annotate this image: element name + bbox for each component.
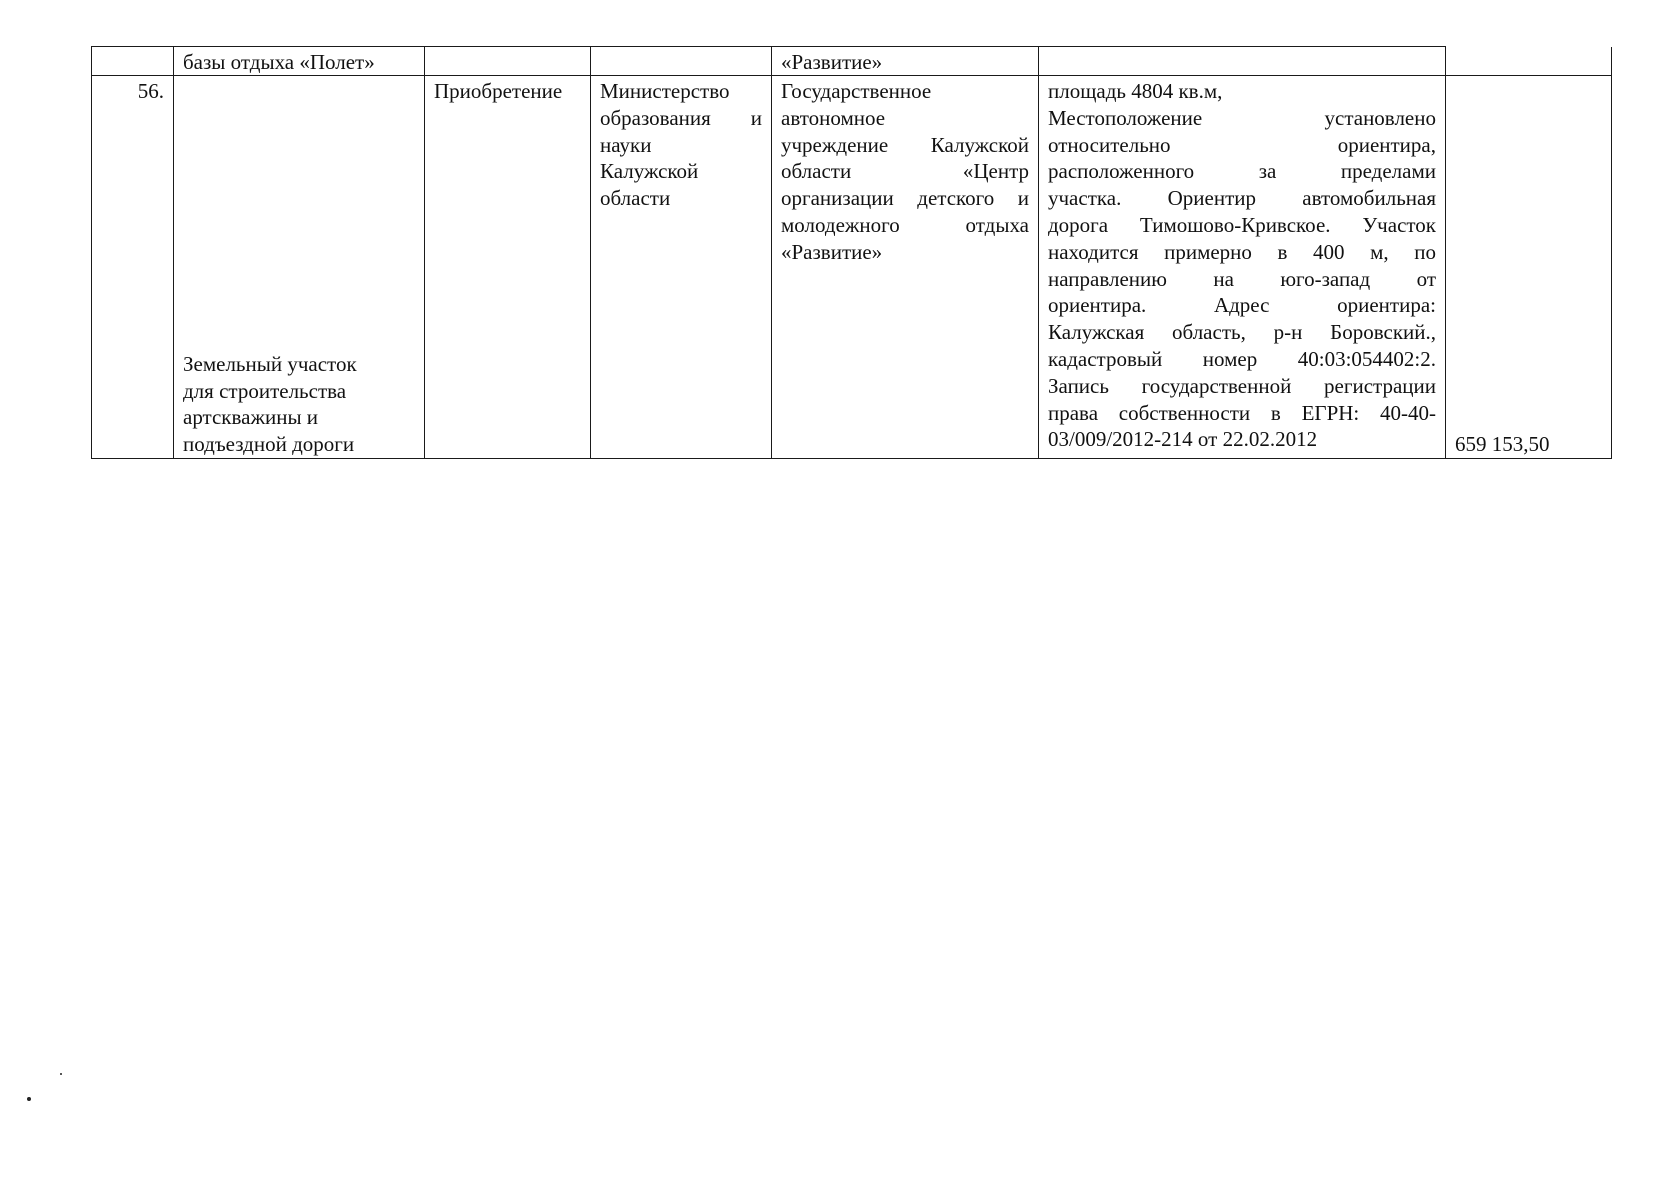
description-line: кадастровый номер 40:03:054402:2. bbox=[1048, 346, 1436, 371]
cell-value bbox=[1446, 76, 1612, 459]
object-name-line: для строительства bbox=[183, 378, 347, 403]
holder-line: автономное bbox=[781, 105, 886, 130]
description-line: ориентира. Адрес ориентира: bbox=[1048, 293, 1436, 318]
description-line: права собственности в ЕГРН: 40-40- bbox=[1048, 400, 1436, 425]
holder-line: области «Центр bbox=[781, 159, 1029, 184]
cell-number-cont bbox=[92, 47, 174, 76]
object-name-line: Земельный участок bbox=[183, 351, 357, 376]
description-line: участка. Ориентир автомобильная bbox=[1048, 186, 1436, 211]
holder-line: молодежного отдыха bbox=[781, 212, 1029, 237]
cell-ministry bbox=[591, 76, 772, 459]
cell-description bbox=[1039, 76, 1446, 459]
holder-tail: «Развитие» bbox=[781, 50, 883, 74]
holder-line: учреждение Калужской bbox=[781, 132, 1029, 157]
description-line: находится примерно в 400 м, по bbox=[1048, 239, 1436, 264]
description-line: направлению на юго-запад от bbox=[1048, 266, 1436, 291]
scan-speck bbox=[60, 1073, 62, 1075]
ministry-line: Калужской bbox=[600, 159, 699, 184]
cell-holder bbox=[772, 76, 1039, 459]
table-row-continuation bbox=[92, 47, 1612, 76]
scan-speck bbox=[27, 1097, 31, 1101]
ministry-line: области bbox=[600, 186, 671, 211]
description-line: расположенного за пределами bbox=[1048, 159, 1436, 184]
cell-object-name bbox=[174, 76, 425, 459]
value-amount: 659 153,50 bbox=[1455, 432, 1550, 457]
table-row-56 bbox=[92, 76, 1612, 459]
ministry-line: Министерство bbox=[600, 79, 730, 103]
cell-basis bbox=[425, 76, 591, 459]
cell-value-cont bbox=[1446, 47, 1612, 76]
cell-description-cont bbox=[1039, 47, 1446, 76]
cell-holder-cont bbox=[772, 47, 1039, 76]
row-number: 56. bbox=[137, 79, 164, 103]
object-name-tail: базы отдыха «Полет» bbox=[183, 50, 375, 74]
basis-text: Приобретение bbox=[434, 79, 563, 103]
description-line: 03/009/2012-214 от 22.02.2012 bbox=[1048, 427, 1318, 452]
description-line: дорога Тимошово-Кривское. Участок bbox=[1048, 212, 1436, 237]
property-table bbox=[91, 46, 1612, 459]
holder-line: Государственное bbox=[781, 79, 932, 103]
cell-number bbox=[92, 76, 174, 459]
holder-line: организации детского и bbox=[781, 186, 1029, 211]
cell-basis-cont bbox=[425, 47, 591, 76]
object-name-line: артскважины и bbox=[183, 405, 319, 430]
cell-object-name-cont bbox=[174, 47, 425, 76]
description-line: относительно ориентира, bbox=[1048, 132, 1436, 157]
ministry-line: науки bbox=[600, 132, 652, 157]
object-name-line: подъездной дороги bbox=[183, 432, 355, 457]
description-line: Калужская область, р-н Боровский., bbox=[1048, 320, 1436, 345]
description-line: Запись государственной регистрации bbox=[1048, 373, 1436, 398]
holder-line: «Развитие» bbox=[781, 239, 883, 264]
ministry-line: образования и bbox=[600, 105, 762, 130]
cell-ministry-cont bbox=[591, 47, 772, 76]
description-line: площадь 4804 кв.м, bbox=[1048, 79, 1223, 103]
description-line: Местоположение установлено bbox=[1048, 105, 1436, 130]
